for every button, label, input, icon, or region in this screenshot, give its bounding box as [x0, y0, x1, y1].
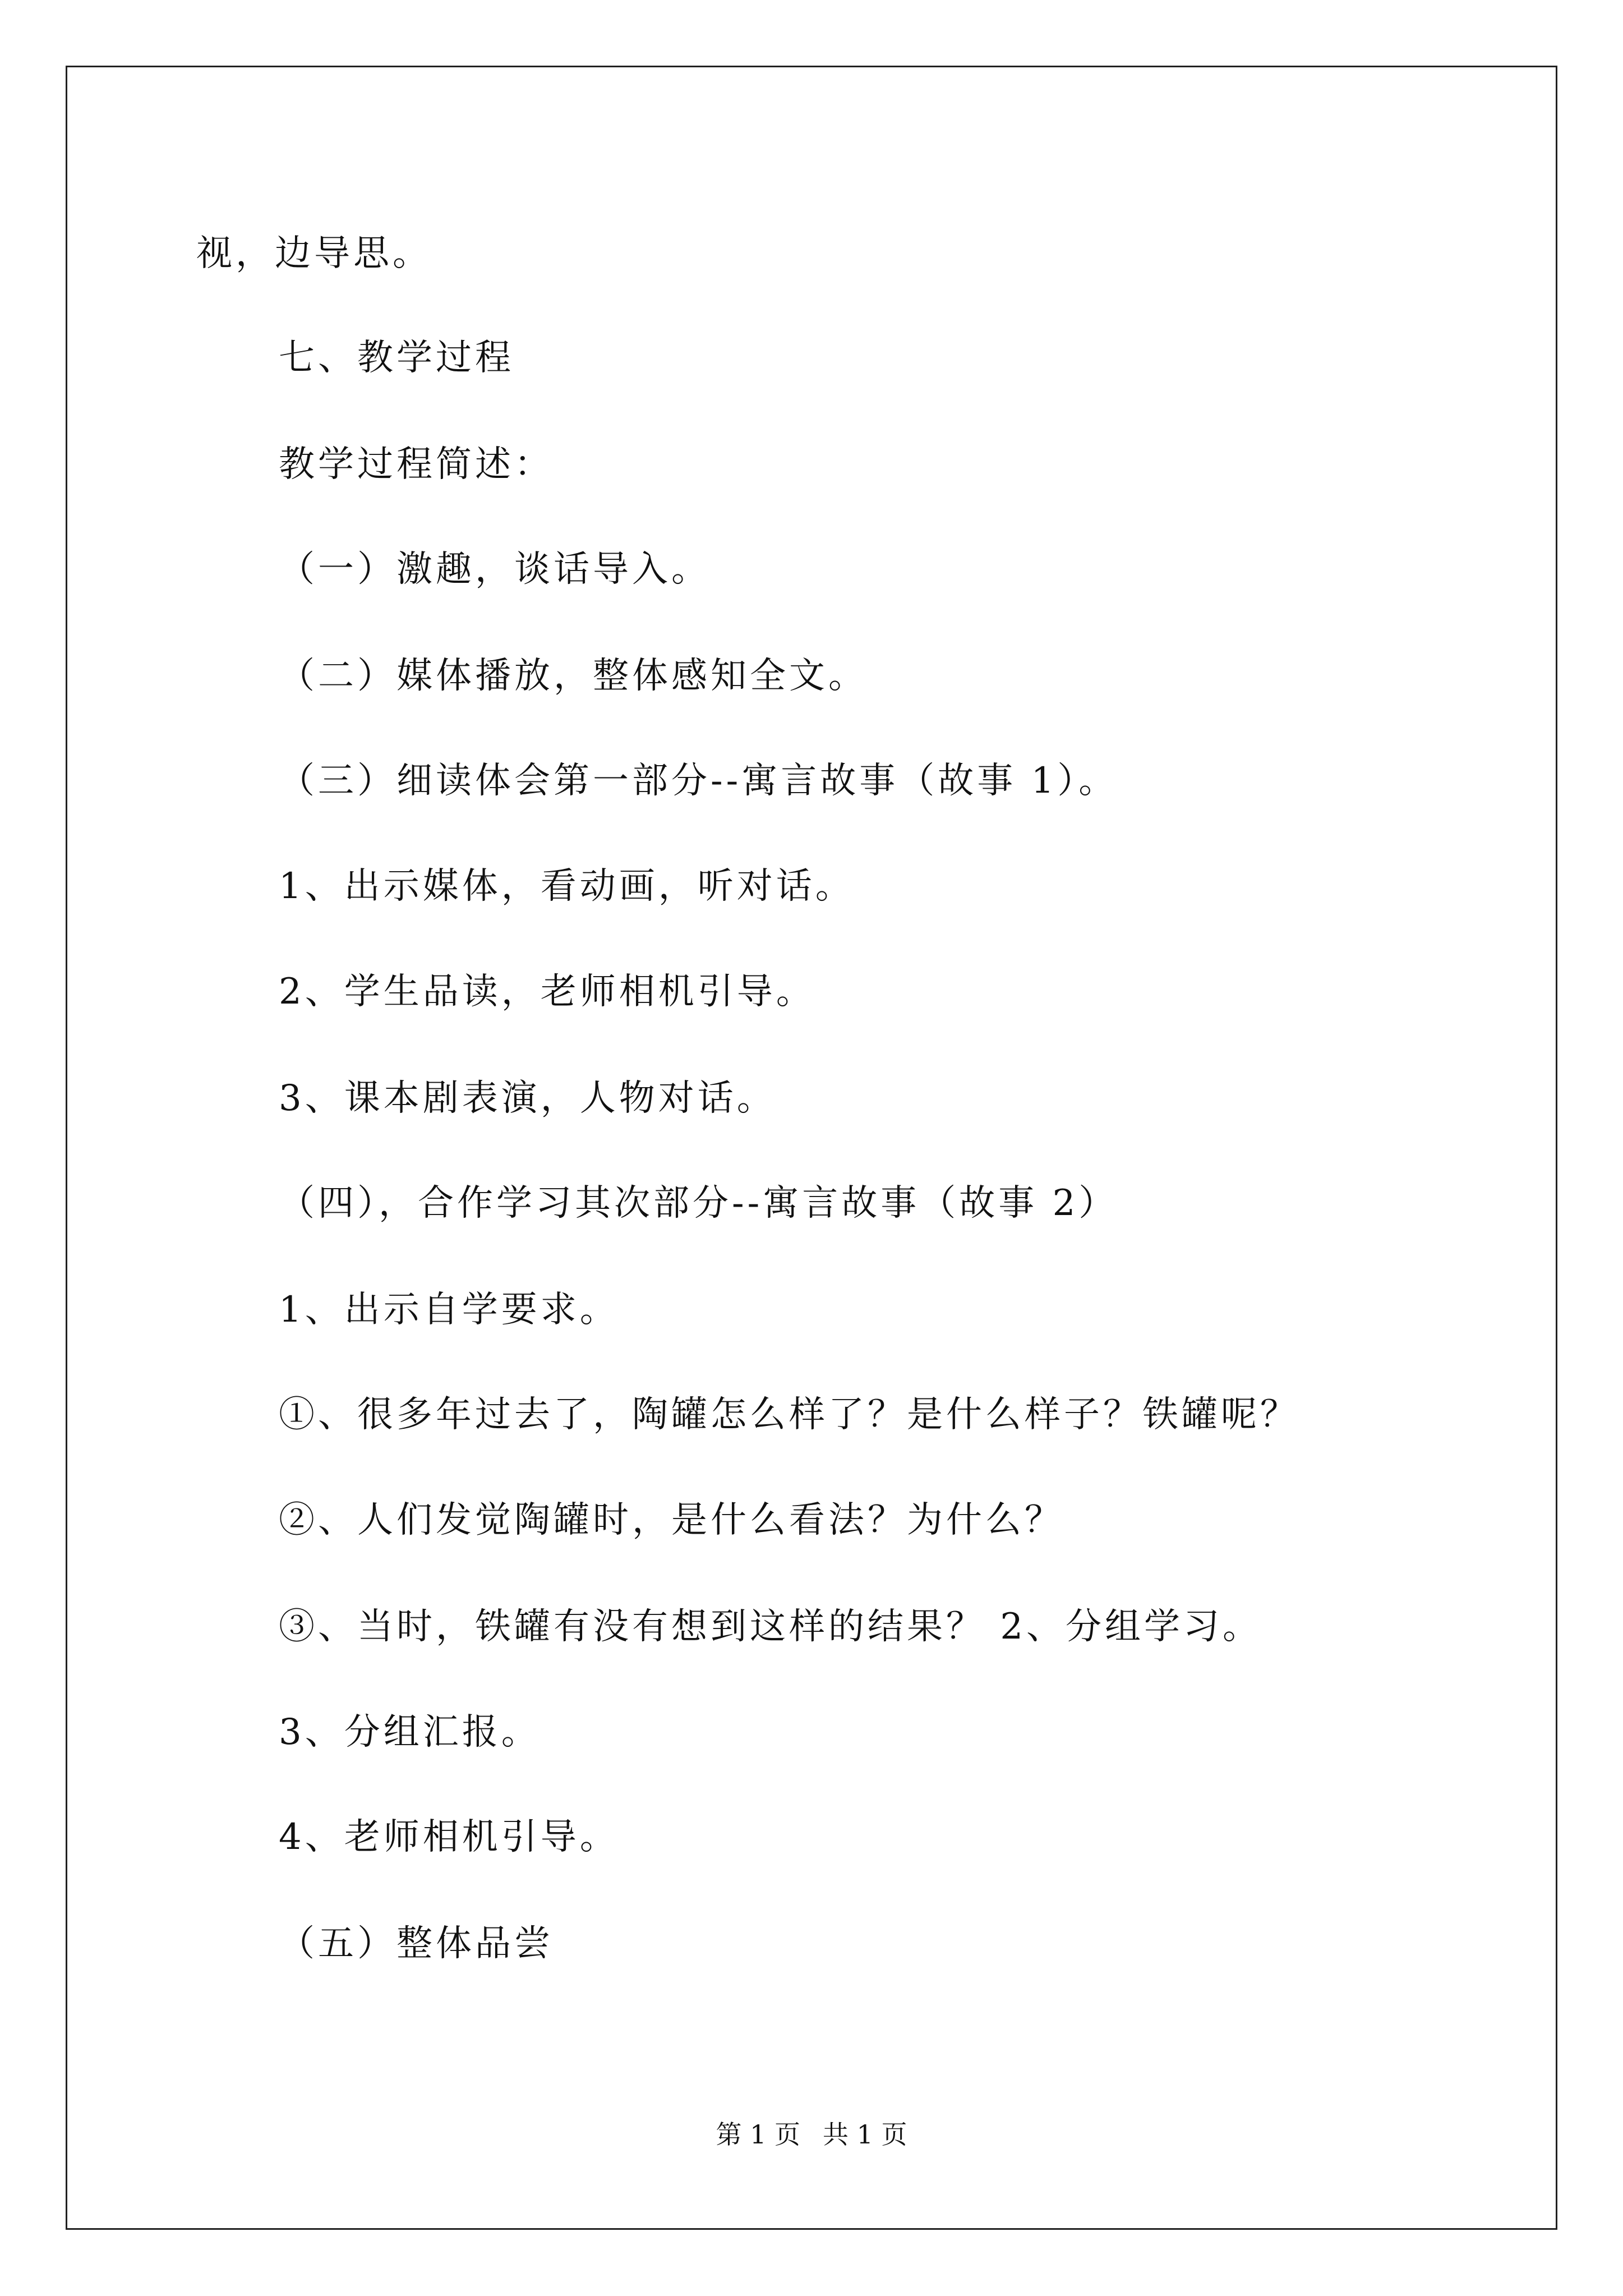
text-line-11: 1、出示自学要求。 [279, 1289, 619, 1331]
text-line-8: 2、学生品读，老师相机引导。 [279, 971, 815, 1013]
page-number-total: 共 1 页 [823, 2119, 907, 2150]
text-line-9: 3、课本剧表演，人物对话。 [279, 1078, 776, 1119]
text-line-3: 教学过程简述： [279, 444, 554, 485]
text-line-14: ③、当时，铁罐有没有想到这样的结果？ 2、分组学习。 [279, 1606, 1262, 1648]
text-line-13: ②、人们发觉陶罐时，是什么看法？为什么？ [279, 1499, 1064, 1541]
text-line-6: （三）细读体会第一部分--寓言故事（故事 1）。 [279, 760, 1118, 802]
text-line-10: （四），合作学习其次部分--寓言故事（故事 2） [279, 1182, 1118, 1224]
text-line-12: ①、很多年过去了，陶罐怎么样了？是什么样子？铁罐呢？ [279, 1394, 1299, 1435]
page-number-current: 第 1 页 [716, 2119, 800, 2150]
text-line-4: （一）激趣，谈话导入。 [279, 549, 711, 590]
section-heading-teaching-process: 七、教学过程 [279, 337, 514, 379]
text-line-7: 1、出示媒体，看动画，听对话。 [279, 866, 855, 907]
text-line-1: 视，边导思。 [196, 233, 432, 274]
text-line-15: 3、分组汇报。 [279, 1711, 541, 1753]
page-footer [0, 2118, 1623, 2151]
text-line-16: 4、老师相机引导。 [279, 1816, 619, 1858]
text-line-17: （五）整体品尝 [279, 1923, 554, 1964]
text-line-5: （二）媒体播放，整体感知全文。 [279, 655, 868, 697]
page-border [66, 66, 1557, 2230]
